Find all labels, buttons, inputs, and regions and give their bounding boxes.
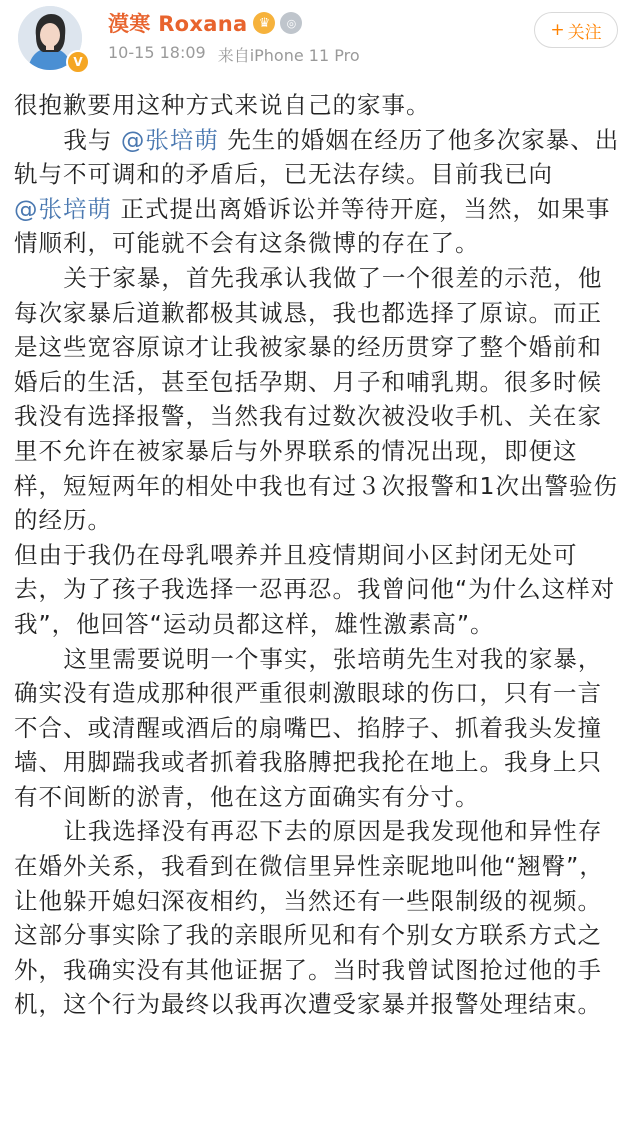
user-line (108, 8, 302, 38)
post-header (0, 0, 640, 92)
paragraph-text: 先生的婚姻在经历了他多次家暴、出轨与不可调和的矛盾后，已无法存续。目前我已向 (14, 125, 620, 189)
post-paragraph-2 (14, 123, 626, 261)
post-source: 来自iPhone 11 Pro (217, 46, 360, 65)
plus-icon: + (550, 20, 565, 40)
mention-link[interactable]: @张培萌 (120, 125, 219, 154)
verified-badge-icon: V (66, 50, 90, 74)
post-paragraph-4: 但由于我仍在母乳喂养并且疫情期间小区封闭无处可去，为了孩子我选择一忍再忍。我曾问他“为什么这样对我”，他回答“运动员都这样，雄性激素高”。 (14, 540, 616, 638)
post-paragraph-6: 让我选择没有再忍下去的原因是我发现他和异性存在婚外关系，我看到在微信里异性亲昵地叫他“翘臀”，让他躲开媳妇深夜相约，当然还有一些限制级的视频。这部分事实除了我的亲眼所见和有个别女方联系方式之外，我确实没有其他证据了。当时我曾试图抢过他的手机，这个行为最终以我再次遭受家暴并报警处理结束。 (14, 817, 604, 1019)
post-time: 10-15 18:09 (108, 43, 206, 62)
post-meta (108, 43, 360, 66)
username[interactable]: 漠寒 Roxana (108, 12, 248, 36)
post-paragraph-3: 关于家暴，首先我承认我做了一个很差的示范，他每次家暴后道歉都极其诚恳，我也都选择了原谅。而正是这些宽容原谅才让我被家暴的经历贯穿了整个婚前和婚后的生活，甚至包括孕期、月子和哺乳期。很多时候我没有选择报警，当然我有过数次被没收手机、关在家里不允许在被家暴后与外界联系的情况出现，即便这样，短短两年的相处中我也有过３次报警和1次出警验伤的经历。 (14, 263, 618, 535)
post-paragraph-1: 很抱歉要用这种方式来说自己的家事。 (14, 91, 431, 119)
crown-icon[interactable]: ♛ (253, 12, 275, 34)
post-paragraph-5: 这里需要说明一个事实，张培萌先生对我的家暴，确实没有造成那种很严重很刺激眼球的伤口，只有一言不合、或清醒或酒后的扇嘴巴、掐脖子、抓着我头发撞墙、用脚踹我或者抓着我胳膊把我抡在地上。我身上只有不间断的淤青，他在这方面确实有分寸。 (14, 644, 603, 811)
paragraph-text: 我与 (63, 125, 113, 154)
follow-button[interactable] (534, 12, 618, 48)
follow-label: 关注 (567, 22, 602, 43)
paragraph-text: 正式提出离婚诉讼并等待开庭，当然，如果事情顺利，可能就不会有这条微博的存在了。 (14, 194, 611, 258)
mention-link[interactable]: @张培萌 (14, 194, 112, 223)
medal-icon[interactable]: ◎ (280, 12, 302, 34)
post-body (14, 88, 626, 1022)
